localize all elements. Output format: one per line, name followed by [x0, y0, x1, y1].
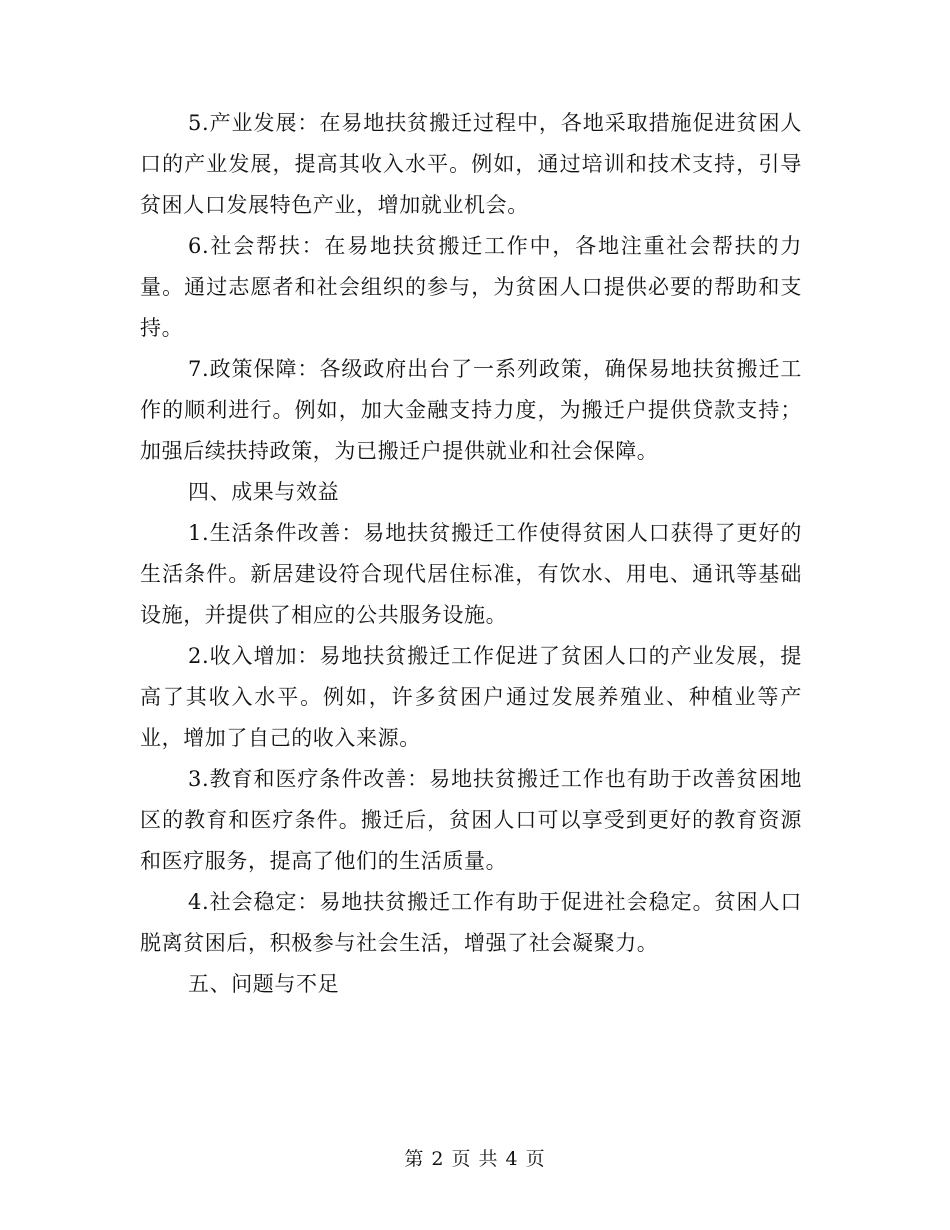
paragraph-education-medical: 3.教育和医疗条件改善：易地扶贫搬迁工作也有助于改善贫困地区的教育和医疗条件。搬迁后，贫困人口可以享受到更好的教育资源和医疗服务，提高了他们的生活质量。 — [140, 767, 802, 873]
section-heading-problems: 五、问题与不足 — [188, 972, 340, 996]
paragraph-social-assistance: 6.社会帮扶：在易地扶贫搬迁工作中，各地注重社会帮扶的力量。通过志愿者和社会组织的参与，为贫困人口提供必要的帮助和支持。 — [140, 234, 802, 340]
section-heading-results: 四、成果与效益 — [188, 480, 340, 504]
paragraph-social-stability: 4.社会稳定：易地扶贫搬迁工作有助于促进社会稳定。贫困人口脱离贫困后，积极参与社会生活，增强了社会凝聚力。 — [140, 890, 802, 955]
paragraph-income-increase: 2.收入增加：易地扶贫搬迁工作促进了贫困人口的产业发展，提高了其收入水平。例如，许多贫困户通过发展养殖业、种植业等产业，增加了自己的收入来源。 — [140, 644, 802, 750]
paragraph-living-conditions: 1.生活条件改善：易地扶贫搬迁工作使得贫困人口获得了更好的生活条件。新居建设符合现代居住标准，有饮水、用电、通讯等基础设施，并提供了相应的公共服务设施。 — [140, 521, 802, 627]
page-number-footer: 第 2 页 共 4 页 — [404, 1148, 546, 1170]
paragraph-industry-development: 5.产业发展：在易地扶贫搬迁过程中，各地采取措施促进贫困人口的产业发展，提高其收入水平。例如，通过培训和技术支持，引导贫困人口发展特色产业，增加就业机会。 — [140, 111, 802, 217]
paragraph-policy-guarantee: 7.政策保障：各级政府出台了一系列政策，确保易地扶贫搬迁工作的顺利进行。例如，加大金融支持力度，为搬迁户提供贷款支持；加强后续扶持政策，为已搬迁户提供就业和社会保障。 — [140, 357, 802, 463]
document-body — [140, 103, 802, 1005]
